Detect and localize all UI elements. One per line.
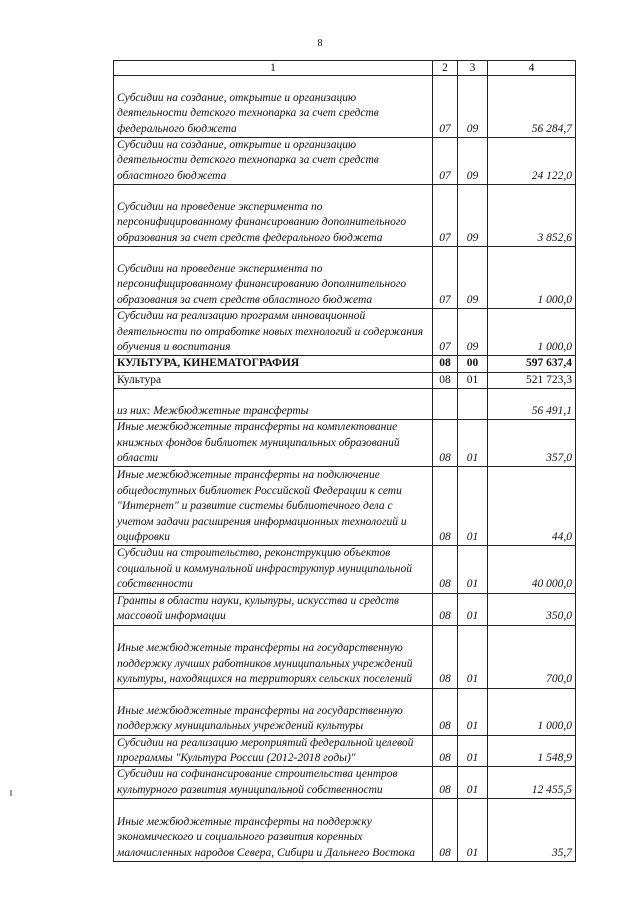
row-name: Субсидии на проведение эксперимента по персонифицированному финансированию дополнительного образования за счет средств областного бюджета <box>114 247 433 309</box>
row-name: Субсидии на создание, открытие и организацию деятельности детского технопарка за счет средств федерального бюджета <box>114 76 433 138</box>
row-section: 07 <box>433 185 458 247</box>
row-subsection <box>458 389 488 420</box>
table-row <box>114 593 576 625</box>
row-subsection: 01 <box>458 767 488 799</box>
table-body <box>114 76 576 862</box>
table-row <box>114 247 576 309</box>
row-amount: 357,0 <box>488 420 576 467</box>
row-section: 08 <box>433 356 458 372</box>
row-section: 08 <box>433 467 458 546</box>
row-name: Культура <box>114 372 433 388</box>
row-subsection: 00 <box>458 356 488 372</box>
row-section: 08 <box>433 767 458 799</box>
row-amount: 700,0 <box>488 625 576 688</box>
row-name: из них: Межбюджетные трансферты <box>114 389 433 420</box>
table-row <box>114 389 576 420</box>
budget-table <box>113 60 576 862</box>
row-amount: 44,0 <box>488 467 576 546</box>
row-amount: 1 000,0 <box>488 247 576 309</box>
header-col-3: 3 <box>458 61 488 76</box>
row-subsection: 01 <box>458 735 488 767</box>
row-amount: 1 000,0 <box>488 688 576 735</box>
row-amount: 35,7 <box>488 799 576 862</box>
row-section: 07 <box>433 138 458 185</box>
row-amount: 597 637,4 <box>488 356 576 372</box>
row-section: 07 <box>433 76 458 138</box>
row-name: Субсидии на строительство, реконструкцию объектов социальной и коммунальной инфраструктур муниципальной собственности <box>114 546 433 593</box>
row-name: Субсидии на реализацию программ инновационной деятельности по отработке новых технологий и содержания обучения и воспитания <box>114 309 433 356</box>
row-subsection: 01 <box>458 420 488 467</box>
row-subsection: 09 <box>458 138 488 185</box>
row-amount: 24 122,0 <box>488 138 576 185</box>
row-subsection: 01 <box>458 546 488 593</box>
row-section: 08 <box>433 735 458 767</box>
row-name: КУЛЬТУРА, КИНЕМАТОГРАФИЯ <box>114 356 433 372</box>
row-subsection: 09 <box>458 247 488 309</box>
row-name: Иные межбюджетные трансферты на комплектование книжных фондов библиотек муниципальных образований области <box>114 420 433 467</box>
table-row <box>114 467 576 546</box>
row-section: 08 <box>433 372 458 388</box>
row-section: 08 <box>433 625 458 688</box>
table-row <box>114 76 576 138</box>
table-row <box>114 138 576 185</box>
table-row <box>114 767 576 799</box>
table-row <box>114 372 576 388</box>
table-row <box>114 735 576 767</box>
row-section: 08 <box>433 799 458 862</box>
row-amount: 1 548,9 <box>488 735 576 767</box>
row-section: 08 <box>433 688 458 735</box>
row-name: Иные межбюджетные трансферты на государственную поддержку лучших работников муниципальных учреждений культуры, находящихся на территориях сельских поселений <box>114 625 433 688</box>
row-name: Иные межбюджетные трансферты на государственную поддержку муниципальных учреждений культуры <box>114 688 433 735</box>
row-amount: 56 284,7 <box>488 76 576 138</box>
row-name: Иные межбюджетные трансферты на поддержку экономического и социального развития коренных малочисленных народов Севера, Сибири и Дальнего Востока <box>114 799 433 862</box>
row-amount: 56 491,1 <box>488 389 576 420</box>
row-amount: 350,0 <box>488 593 576 625</box>
margin-mark <box>10 790 12 796</box>
row-section <box>433 389 458 420</box>
table-row <box>114 799 576 862</box>
row-subsection: 09 <box>458 309 488 356</box>
row-name: Гранты в области науки, культуры, искусства и средств массовой информации <box>114 593 433 625</box>
row-subsection: 01 <box>458 625 488 688</box>
row-subsection: 01 <box>458 799 488 862</box>
row-amount: 521 723,3 <box>488 372 576 388</box>
table-row <box>114 185 576 247</box>
row-name: Субсидии на создание, открытие и организацию деятельности детского технопарка за счет средств областного бюджета <box>114 138 433 185</box>
table-row <box>114 309 576 356</box>
table-row <box>114 625 576 688</box>
row-name: Субсидии на софинансирование строительства центров культурного развития муниципальной собственности <box>114 767 433 799</box>
table-row <box>114 420 576 467</box>
header-col-1: 1 <box>114 61 433 76</box>
row-section: 08 <box>433 546 458 593</box>
row-name: Субсидии на проведение эксперимента по персонифицированному финансированию дополнительного образования за счет средств федерального бюджета <box>114 185 433 247</box>
row-section: 08 <box>433 593 458 625</box>
row-subsection: 01 <box>458 688 488 735</box>
row-subsection: 01 <box>458 593 488 625</box>
row-subsection: 01 <box>458 372 488 388</box>
header-col-2: 2 <box>433 61 458 76</box>
header-row <box>114 61 576 76</box>
row-amount: 1 000,0 <box>488 309 576 356</box>
row-name: Субсидии на реализацию мероприятий федеральной целевой программы "Культура России (2012-2018 годы)" <box>114 735 433 767</box>
table-row <box>114 688 576 735</box>
row-subsection: 09 <box>458 185 488 247</box>
row-section: 08 <box>433 420 458 467</box>
row-amount: 40 000,0 <box>488 546 576 593</box>
row-section: 07 <box>433 309 458 356</box>
row-subsection: 09 <box>458 76 488 138</box>
row-subsection: 01 <box>458 467 488 546</box>
row-amount: 3 852,6 <box>488 185 576 247</box>
table-row <box>114 356 576 372</box>
header-col-4: 4 <box>488 61 576 76</box>
row-amount: 12 455,5 <box>488 767 576 799</box>
table-row <box>114 546 576 593</box>
row-section: 07 <box>433 247 458 309</box>
page-number: 8 <box>317 38 323 49</box>
row-name: Иные межбюджетные трансферты на подключение общедоступных библиотек Российской Федерации к сети "Интернет" и развитие системы библиотечного дела с учетом задачи расширения информационных технологий и оцифровки <box>114 467 433 546</box>
